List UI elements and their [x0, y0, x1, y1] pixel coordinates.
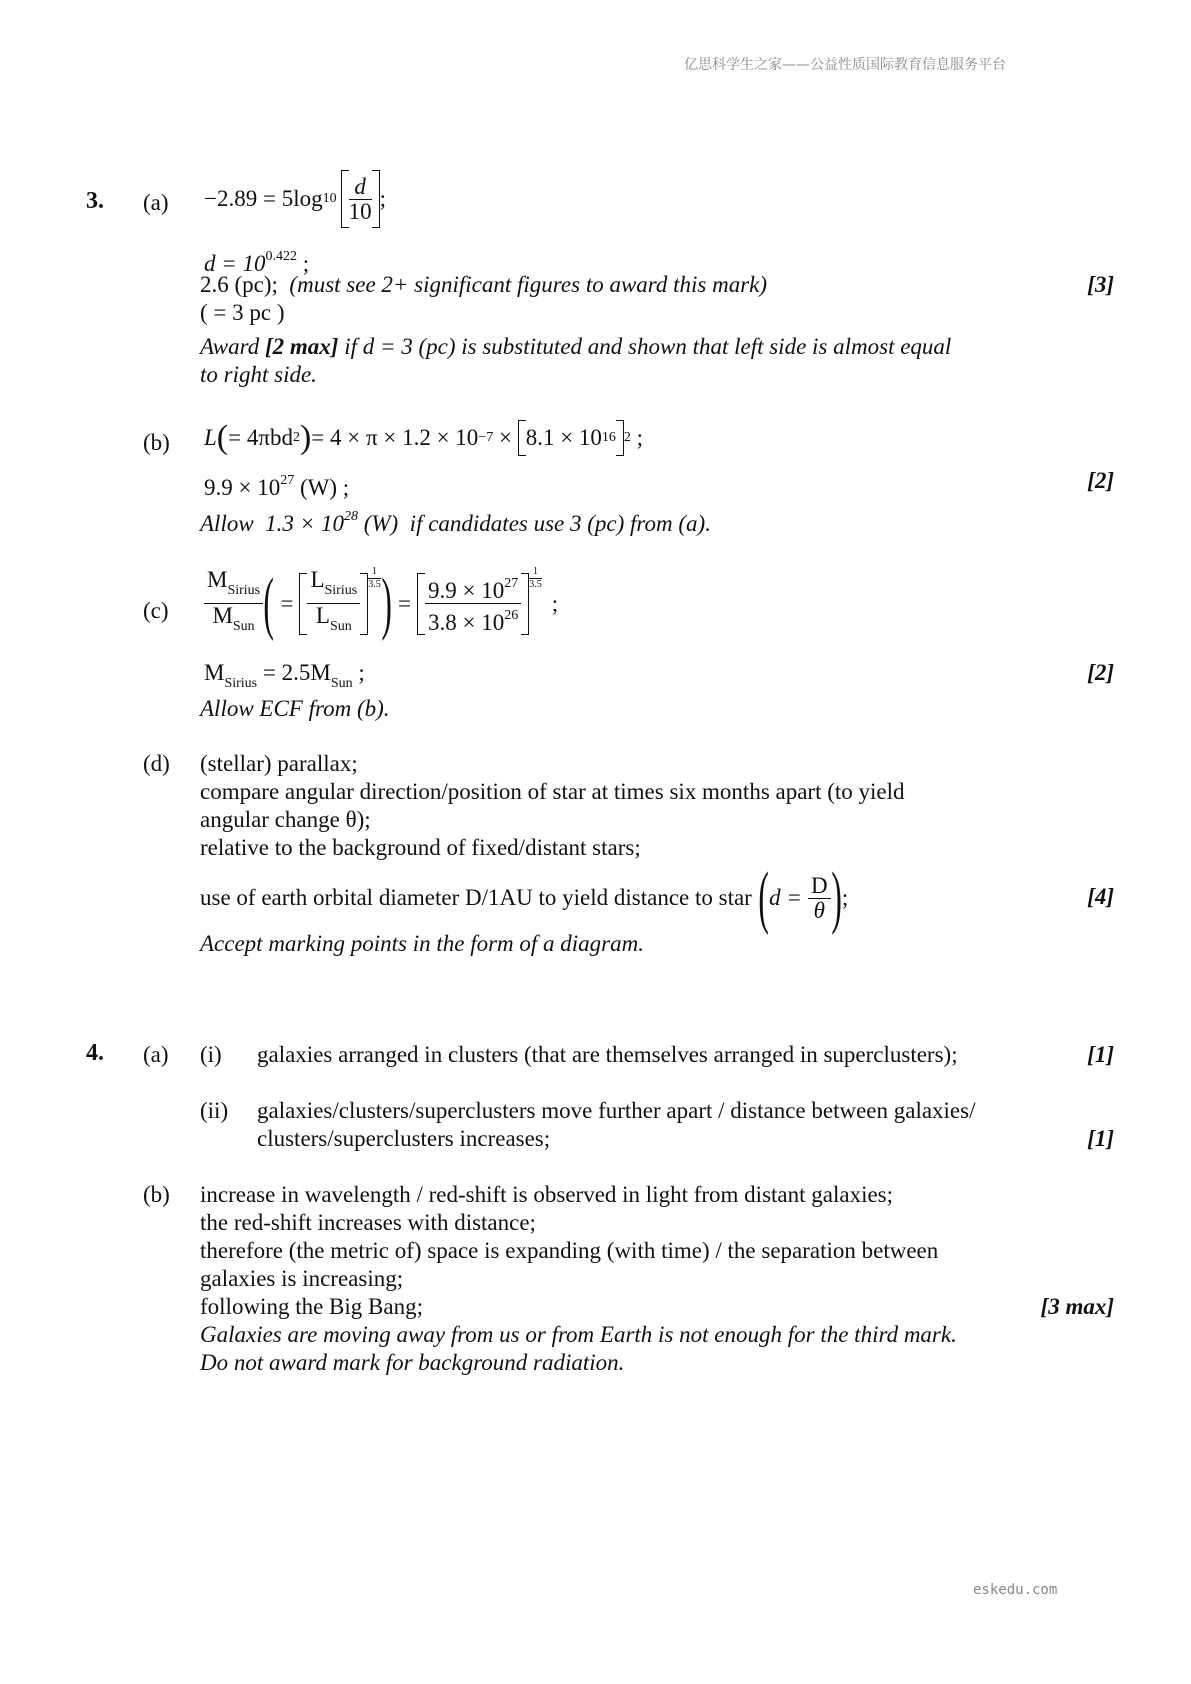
- text-4b-2: the red-shift increases with distance;: [200, 1210, 536, 1235]
- m-sirius: M: [207, 567, 228, 592]
- big-paren-open: (: [758, 859, 769, 936]
- ans-base: 9.9 × 10: [204, 475, 281, 500]
- big-paren-close: ): [830, 859, 842, 936]
- note-4b-2: Do not award mark for background radiation.: [200, 1350, 625, 1375]
- fraction-values: [425, 572, 521, 635]
- eq-d-base: d = 10: [204, 251, 266, 276]
- answer-note: (must see 2+ significant figures to award this mark): [289, 272, 768, 297]
- text-3d-1: (stellar) parallax;: [200, 751, 358, 776]
- text-3d-4: relative to the background of fixed/distant stars;: [200, 835, 641, 860]
- text-4b-4: galaxies is increasing;: [200, 1266, 404, 1291]
- fraction-mass: [204, 568, 263, 639]
- eq-bracket-sup: 16: [601, 430, 616, 445]
- den2: 3.8 × 10: [427, 610, 505, 635]
- left-bracket-2: [417, 573, 425, 635]
- part-label-3b: (b): [143, 430, 170, 455]
- eq-d-exp: 0.422: [265, 249, 298, 264]
- right-bracket: [372, 170, 380, 228]
- eq-L: L: [204, 425, 217, 450]
- allow-post: (W) if candidates use 3 (pc) from (a).: [357, 511, 711, 536]
- part-label-3d: (d): [143, 751, 170, 776]
- equation-3c: [204, 564, 559, 642]
- footer-site: eskedu.com: [973, 1582, 1058, 1598]
- m-sun: M: [212, 603, 233, 628]
- question-number-3: 3.: [86, 188, 104, 214]
- eq-log-base: 10: [322, 191, 337, 206]
- text-3d-5: [200, 859, 849, 936]
- text-3d-5-words: use of earth orbital diameter D/1AU to yield distance to star: [200, 885, 752, 910]
- frac-den: 10: [348, 198, 372, 224]
- frac-den: [425, 604, 521, 635]
- marks-4a-ii: [1]: [1087, 1126, 1114, 1151]
- l-sun-sub: Sun: [329, 619, 352, 634]
- big-paren-close: ): [381, 564, 392, 642]
- exp-num: 1: [529, 566, 542, 579]
- equation-3b: [204, 420, 643, 456]
- eq-end: ;: [630, 425, 644, 450]
- equation-3a-log: [204, 170, 386, 228]
- eq-bracket-val: 8.1 × 10: [525, 425, 602, 450]
- note-3d: Accept marking points in the form of a diagram.: [200, 931, 644, 956]
- marks-4b: [3 max]: [1040, 1294, 1114, 1319]
- part-label-3c: (c): [143, 598, 169, 623]
- res-sun-sub: Sun: [330, 676, 353, 691]
- frac-den: θ: [813, 897, 825, 923]
- frac-num: [204, 568, 263, 604]
- text-4b-5: following the Big Bang;: [200, 1294, 423, 1319]
- allow-pre: Allow 1.3 × 10: [200, 511, 344, 536]
- note-3a: [200, 333, 951, 361]
- sub-label-4a-i: (i): [200, 1042, 222, 1067]
- eq-d: d =: [769, 885, 802, 910]
- fraction-lum: [307, 568, 360, 639]
- note-3a-line2: to right side.: [200, 362, 317, 387]
- allow-3b: [200, 503, 711, 538]
- right-bracket: [360, 573, 368, 635]
- header-site: 亿思科学生之家——公益性质国际教育信息服务平台: [684, 57, 1006, 73]
- res-end: ;: [352, 660, 365, 685]
- den2-sup: 26: [504, 608, 519, 623]
- eq-inner: = 4πbd: [228, 425, 293, 450]
- eq-end: ;: [841, 885, 849, 910]
- m-sirius-sub: Sirius: [227, 583, 261, 598]
- ans-unit: (W) ;: [294, 475, 350, 500]
- exp-den: 3.5: [368, 579, 381, 590]
- eq-end: ;: [379, 186, 386, 211]
- frac-num: D: [808, 874, 831, 899]
- note-pre: Award: [200, 334, 265, 359]
- text-4a-ii-2: clusters/superclusters increases;: [257, 1126, 551, 1151]
- paren-open: (: [216, 419, 229, 456]
- marks-4a-i: [1]: [1087, 1042, 1114, 1067]
- eq-mid: = 4 × π × 1.2 × 10: [311, 425, 479, 450]
- frac-num: [425, 572, 521, 604]
- note-4b-1: Galaxies are moving away from us or from Earth is not enough for the third mark.: [200, 1322, 957, 1347]
- answer-3a: [200, 271, 767, 299]
- l-sirius: L: [310, 567, 325, 592]
- equiv-3a: ( = 3 pc ): [200, 300, 285, 325]
- right-bracket: [616, 420, 624, 456]
- l-sun: L: [315, 603, 330, 628]
- left-bracket: [341, 170, 349, 228]
- fraction-D-theta: [808, 874, 831, 923]
- l-sirius-sub: Sirius: [324, 583, 358, 598]
- text-3d-3: angular change θ);: [200, 807, 371, 832]
- frac-num: [307, 568, 360, 604]
- text-4b-3: therefore (the metric of) space is expanding (with time) / the separation between: [200, 1238, 939, 1263]
- left-bracket: [299, 573, 307, 635]
- left-bracket: [518, 420, 526, 456]
- marks-3c: [2]: [1087, 660, 1114, 685]
- ans-sup: 27: [280, 473, 295, 488]
- frac-den: [307, 604, 360, 639]
- text-4a-ii-1: galaxies/clusters/superclusters move further apart / distance between galaxies/: [257, 1098, 976, 1123]
- frac-num: d: [349, 175, 372, 200]
- result-3c: [204, 659, 365, 698]
- m-sun-sub: Sun: [232, 619, 255, 634]
- text-4a-i: galaxies arranged in clusters (that are themselves arranged in superclusters);: [257, 1042, 958, 1067]
- question-number-4: 4.: [86, 1040, 104, 1066]
- eq-times: ×: [493, 425, 518, 450]
- part-label-3a: (a): [143, 190, 169, 215]
- eq-lhs: −2.89 = 5log: [204, 186, 323, 211]
- marks-3d: [4]: [1087, 884, 1114, 909]
- marks-3a: [3]: [1087, 272, 1114, 297]
- frac-den: [204, 604, 263, 639]
- allow-3c: Allow ECF from (b).: [200, 696, 390, 721]
- note-post: if d = 3 (pc) is substituted and shown that left side is almost equal: [338, 334, 952, 359]
- eq-d-end: ;: [297, 251, 310, 276]
- marks-3b: [2]: [1087, 468, 1114, 493]
- text-4b-1: increase in wavelength / red-shift is observed in light from distant galaxies;: [200, 1182, 894, 1207]
- answer-3b: [204, 467, 349, 502]
- exp-num: 1: [368, 566, 381, 579]
- note-bold: [2 max]: [264, 334, 339, 359]
- allow-sup: 28: [343, 509, 358, 524]
- fraction-d-10: [349, 175, 372, 224]
- eq-sign: =: [280, 590, 294, 616]
- eq-power: 2: [623, 430, 631, 445]
- eq-end: ;: [551, 590, 559, 616]
- eq-inner-sup: 2: [292, 430, 300, 445]
- paren-close: ): [299, 419, 312, 456]
- num2: 9.9 × 10: [427, 578, 505, 603]
- part-label-4b: (b): [143, 1182, 170, 1207]
- eq-mid-sup: −7: [478, 430, 494, 445]
- num2-sup: 27: [504, 576, 519, 591]
- right-bracket-2: [521, 573, 529, 635]
- sub-label-4a-ii: (ii): [200, 1098, 229, 1123]
- res-m: M: [204, 660, 225, 685]
- eq-sign-2: =: [398, 590, 411, 616]
- exp-den: 3.5: [529, 579, 542, 590]
- exponent-fraction-2: [529, 566, 542, 591]
- res-mid: = 2.5M: [257, 660, 331, 685]
- res-m-sub: Sirius: [224, 676, 258, 691]
- part-label-4a: (a): [143, 1042, 169, 1067]
- answer-value: 2.6 (pc);: [200, 272, 278, 297]
- exponent-fraction: [368, 566, 381, 591]
- big-paren-open: (: [263, 564, 275, 642]
- text-3d-2: compare angular direction/position of star at times six months apart (to yield: [200, 779, 905, 804]
